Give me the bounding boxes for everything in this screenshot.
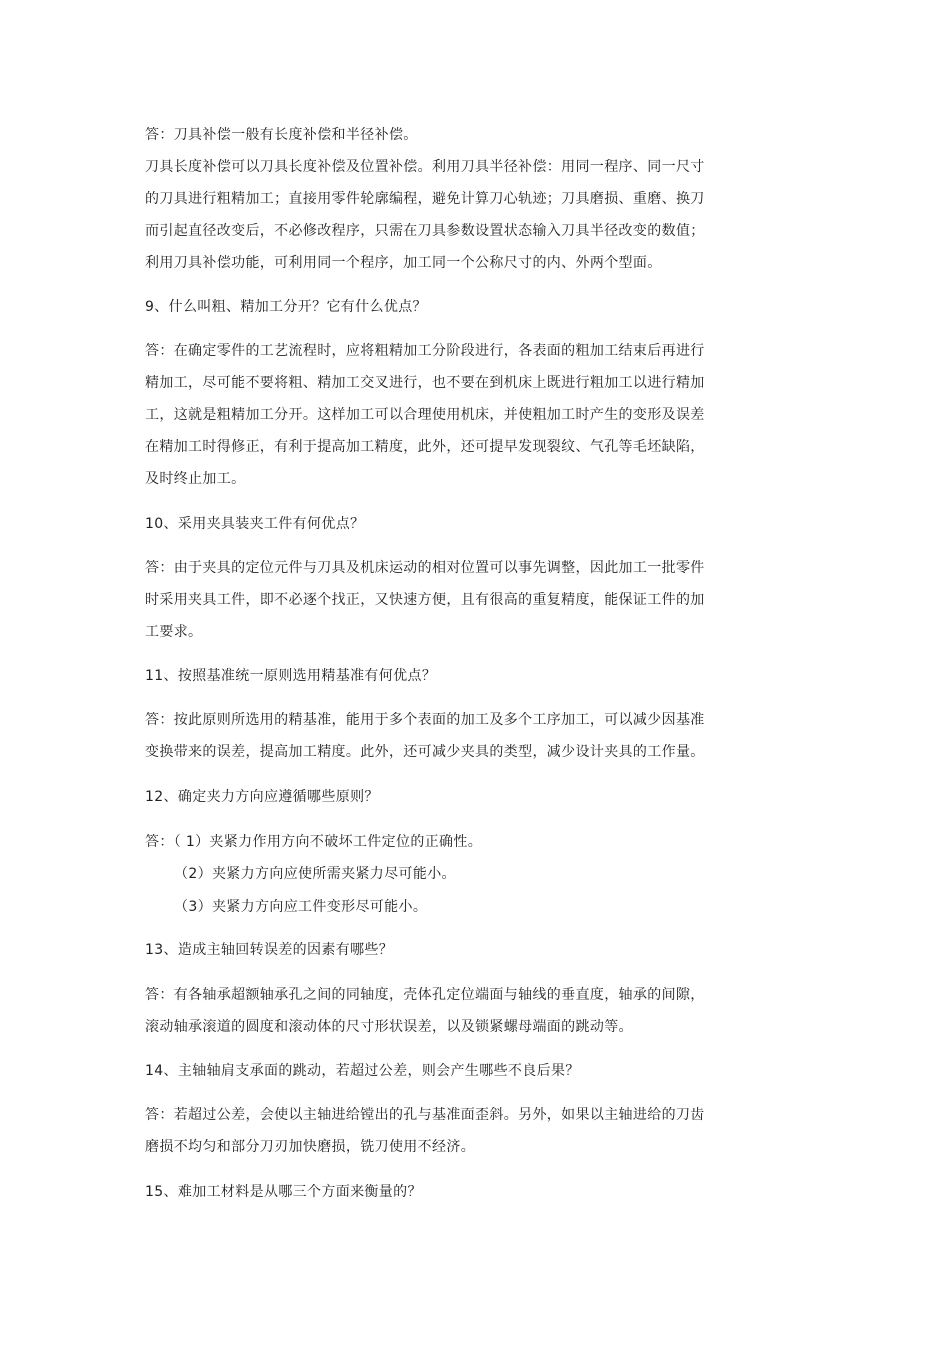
answer-9-line-3: 工，这就是粗精加工分开。这样加工可以合理使用机床，并使粗加工时产生的变形及误差: [145, 407, 705, 423]
answer-14-line-1: 答：若超过公差，会使以主轴进给镗出的孔与基准面歪斜。另外，如果以主轴进给的刀齿: [145, 1107, 705, 1123]
answer-10-line-3: 工要求。: [145, 624, 203, 640]
question-15: 15、难加工材料是从哪三个方面来衡量的？: [145, 1184, 422, 1200]
answer-9-line-1: 答：在确定零件的工艺流程时，应将粗精加工分阶段进行，各表面的粗加工结束后再进行: [145, 343, 705, 359]
answer-8-line-5: 利用刀具补偿功能，可利用同一个程序，加工同一个公称尺寸的内、外两个型面。: [145, 255, 662, 271]
answer-14-line-2: 磨损不均匀和部分刀刃加快磨损，铣刀使用不经济。: [145, 1139, 476, 1155]
answer-8-line-1: 答：刀具补偿一般有长度补偿和半径补偿。: [145, 127, 418, 143]
answer-12-line-2: （2）夹紧力方向应使所需夹紧力尽可能小。: [174, 866, 456, 882]
answer-10-line-2: 时采用夹具工件，即不必逐个找正，又快速方便，且有很高的重复精度，能保证工件的加: [145, 592, 705, 608]
question-12: 12、确定夹力方向应遵循哪些原则？: [145, 789, 379, 805]
answer-13-line-1: 答：有各轴承超额轴承孔之间的同轴度，壳体孔定位端面与轴线的垂直度，轴承的间隙，: [145, 987, 705, 1003]
answer-10-line-1: 答：由于夹具的定位元件与刀具及机床运动的相对位置可以事先调整，因此加工一批零件: [145, 560, 705, 576]
answer-11-line-2: 变换带来的误差，提高加工精度。此外，还可减少夹具的类型，减少设计夹具的工作量。: [145, 744, 705, 760]
answer-12-line-3: （3）夹紧力方向应工件变形尽可能小。: [174, 899, 428, 915]
question-14: 14、主轴轴肩支承面的跳动，若超过公差，则会产生哪些不良后果？: [145, 1063, 580, 1079]
answer-8-line-2: 刀具长度补偿可以刀具长度补偿及位置补偿。利用刀具半径补偿：用同一程序、同一尺寸: [145, 159, 705, 175]
answer-8-line-3: 的刀具进行粗精加工；直接用零件轮廓编程，避免计算刀心轨迹；刀具磨损、重磨、换刀: [145, 191, 705, 207]
answer-9-line-5: 及时终止加工。: [145, 471, 246, 487]
answer-11-line-1: 答：按此原则所选用的精基准，能用于多个表面的加工及多个工序加工，可以减少因基准: [145, 712, 705, 728]
question-13: 13、造成主轴回转误差的因素有哪些？: [145, 942, 394, 958]
answer-9-line-4: 在精加工时得修正，有利于提高加工精度，此外，还可提早发现裂纹、气孔等毛坯缺陷，: [145, 439, 705, 455]
answer-12-line-1: 答：（ 1）夹紧力作用方向不破坏工件定位的正确性。: [145, 834, 483, 850]
answer-13-line-2: 滚动轴承滚道的圆度和滚动体的尺寸形状误差，以及锁紧螺母端面的跳动等。: [145, 1019, 633, 1035]
question-10: 10、采用夹具装夹工件有何优点？: [145, 516, 365, 532]
answer-9-line-2: 精加工，尽可能不要将粗、精加工交叉进行，也不要在到机床上既进行粗加工以进行精加: [145, 375, 705, 391]
question-11: 11、按照基准统一原则选用精基准有何优点？: [145, 668, 437, 684]
answer-8-line-4: 而引起直径改变后，不必修改程序，只需在刀具参数设置状态输入刀具半径改变的数值；: [145, 223, 705, 239]
question-9: 9、什么叫粗、精加工分开？它有什么优点？: [145, 299, 427, 315]
